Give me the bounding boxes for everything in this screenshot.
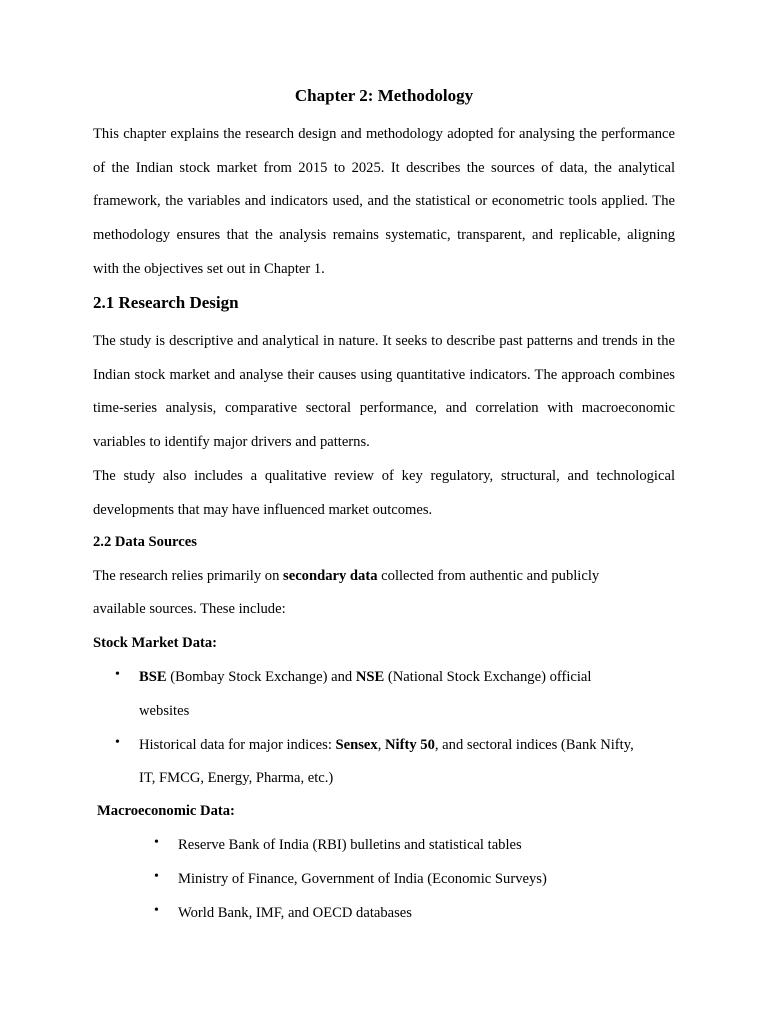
bullet-icon: • (154, 903, 159, 918)
intro-paragraph: This chapter explains the research design and methodology adopted for analysing the performance of the Indian stock market from 2015 to 2025. It describes the sources of data, the analytical framework, the variables and indicators used, and the statistical or econometric tools applied. The methodology ensures that the analysis remains systematic, transparent, and replicable, aligning with the objectives set out in Chapter 1. (93, 126, 675, 277)
chapter-title: Chapter 2: Methodology (294, 86, 474, 105)
bullet-icon: • (154, 835, 159, 850)
research-design-paragraph-2: The study also includes a qualitative review of key regulatory, structural, and technological developments that may have influenced market outcomes. (93, 468, 675, 518)
section-heading-data-sources: 2.2 Data Sources (93, 534, 197, 550)
section-heading-research-design: 2.1 Research Design (93, 293, 239, 312)
bullet-icon: • (115, 667, 120, 682)
bullet-icon: • (115, 735, 120, 750)
research-design-paragraph-1: The study is descriptive and analytical in nature. It seeks to describe past patterns and trends in the Indian stock market and analyse their causes using quantitative indicators. The approach combines time-series analysis, comparative sectoral performance, and correlation with macroeconomic variables to identify major drivers and patterns. (93, 333, 675, 451)
stock-market-data-heading: Stock Market Data: (93, 635, 218, 651)
stock-bullet-1-line-2: websites (139, 703, 190, 719)
data-sources-lead-line-1: The research relies primarily on secondary data collected from authentic and publicly (93, 568, 600, 584)
macroeconomic-data-heading: Macroeconomic Data: (97, 803, 235, 819)
stock-bullet-2-line-1: Historical data for major indices: Sensex, Nifty 50, and sectoral indices (Bank Nifty, (139, 737, 634, 753)
bullet-icon: • (154, 869, 159, 884)
macro-item: Reserve Bank of India (RBI) bulletins and statistical tables (178, 837, 522, 853)
macro-item: Ministry of Finance, Government of India (Economic Surveys) (178, 871, 547, 887)
macro-item: World Bank, IMF, and OECD databases (178, 905, 412, 921)
stock-bullet-2-line-2: IT, FMCG, Energy, Pharma, etc.) (139, 770, 334, 786)
data-sources-lead-line-2: available sources. These include: (93, 601, 286, 617)
stock-bullet-1-line-1: BSE (Bombay Stock Exchange) and NSE (National Stock Exchange) official (139, 669, 592, 685)
